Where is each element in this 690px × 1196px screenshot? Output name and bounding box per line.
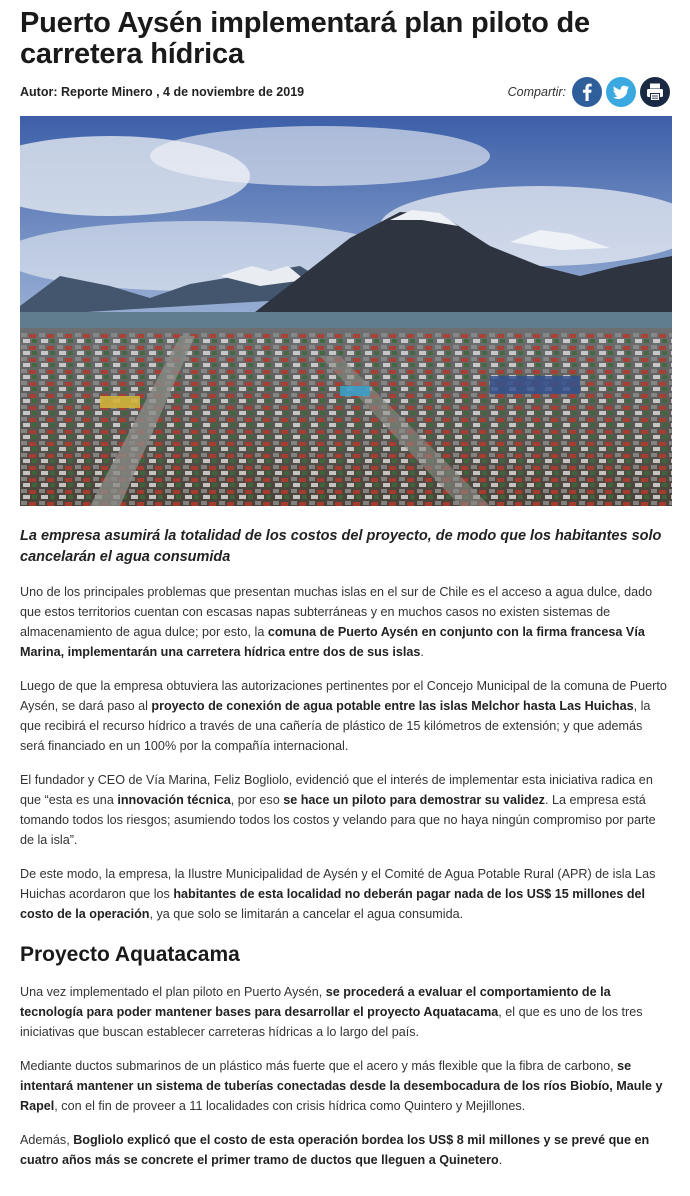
- bold-text: se procederá a evaluar el comportamiento de la tecnología para poder mantener bases para desarrollar el proyecto Aquatacama: [20, 985, 611, 1019]
- facebook-share-button[interactable]: [572, 77, 602, 107]
- paragraph-1: [20, 582, 670, 662]
- text-run: . La empresa está tomando todos los riesgos; asumiendo todos los costos y velando para que no haya ningún compromiso por parte de la isla”.: [20, 793, 656, 847]
- facebook-icon: [572, 77, 602, 107]
- article-title: Puerto Aysén implementará plan piloto de carretera hídrica: [20, 7, 590, 70]
- article-lead: La empresa asumirá la totalidad de los costos del proyecto, de modo que los habitantes solo cancelarán el agua consumida: [20, 528, 662, 565]
- share-label: Compartir:: [507, 85, 566, 99]
- text-run: , la que recibirá el recurso hídrico a través de una cañería de plástico de 15 kilómetros de extensión; y que además será financiado en un 100% por la compañía internacional.: [20, 699, 651, 753]
- paragraph-6: [20, 1056, 670, 1116]
- article-meta: [20, 76, 670, 108]
- paragraph-2: [20, 676, 670, 756]
- text-run: Luego de que la empresa obtuviera las autorizaciones pertinentes por el Concejo Municipal de la comuna de Puerto Aysén, se dará paso al: [20, 679, 667, 713]
- bold-text: proyecto de conexión de agua potable entre las islas Melchor hasta Las Huichas: [151, 699, 634, 713]
- text-run: Mediante ductos submarinos de un plástico más fuerte que el acero y más flexible que la fibra de carbono,: [20, 1059, 618, 1073]
- section-heading: Proyecto Aquatacama: [20, 943, 240, 966]
- paragraph-7: [20, 1130, 670, 1170]
- share-bar: [508, 77, 670, 107]
- text-run: , ya que solo se limitarán a cancelar el agua consumida.: [149, 907, 464, 921]
- text-run: De este modo, la empresa, la Ilustre Municipalidad de Aysén y el Comité de Agua Potable Rural (APR) de isla Las Huichas acordaron que los: [20, 867, 656, 901]
- hero-photo: [20, 116, 672, 506]
- twitter-icon: [606, 77, 636, 107]
- text-run: .: [420, 645, 424, 659]
- text-run: Además,: [20, 1133, 74, 1147]
- bold-text: Bogliolo explicó que el costo de esta operación bordea los US$ 8 mil millones y se prevé que en cuatro años más se concrete el primer tramo de ductos que lleguen a Quinetero: [20, 1133, 650, 1167]
- article-body: [20, 582, 670, 1170]
- bold-text: habitantes de esta localidad no deberán pagar nada de los US$ 15 millones del costo de la operación: [20, 887, 646, 921]
- paragraph-5: [20, 982, 670, 1042]
- text-run: , por eso: [230, 793, 284, 807]
- text-run: .: [498, 1153, 503, 1167]
- text-run: Uno de los principales problemas que presentan muchas islas en el sur de Chile es el acceso a agua dulce, dado que estos territorios cuentan con escasas napas subterráneas y en muchos casos no existen sistemas de almacenamiento de agua dulce; por esto, la: [20, 585, 653, 639]
- bold-text: innovación técnica: [117, 793, 231, 807]
- print-button[interactable]: [640, 77, 670, 107]
- author-line: Autor: Reporte Minero , 4 de noviembre de 2019: [20, 85, 305, 99]
- text-run: El fundador y CEO de Vía Marina, Feliz Bogliolo, evidenció que el interés de implementar esta iniciativa radica en que “esta es una: [20, 773, 653, 807]
- text-run: , con el fin de proveer a 11 localidades con crisis hídrica como Quintero y Mejillones.: [54, 1099, 526, 1113]
- paragraph-3: [20, 770, 670, 850]
- bold-text: se hace un piloto para demostrar su validez: [283, 793, 545, 807]
- bold-text: se intentará mantener un sistema de tuberías conectadas desde la desembocadura de los ríos Biobío, Maule y Rapel: [20, 1059, 663, 1113]
- text-run: , el que es uno de los tres iniciativas que buscan establecer carreteras hídricas a lo largo del país.: [20, 1005, 643, 1039]
- paragraph-4: [20, 864, 670, 924]
- text-run: Una vez implementado el plan piloto en Puerto Aysén,: [20, 985, 326, 999]
- bold-text: comuna de Puerto Aysén en conjunto con la firma francesa Vía Marina, implementarán una carretera hídrica entre dos de sus islas: [20, 625, 645, 659]
- print-icon: [640, 77, 670, 107]
- twitter-share-button[interactable]: [606, 77, 636, 107]
